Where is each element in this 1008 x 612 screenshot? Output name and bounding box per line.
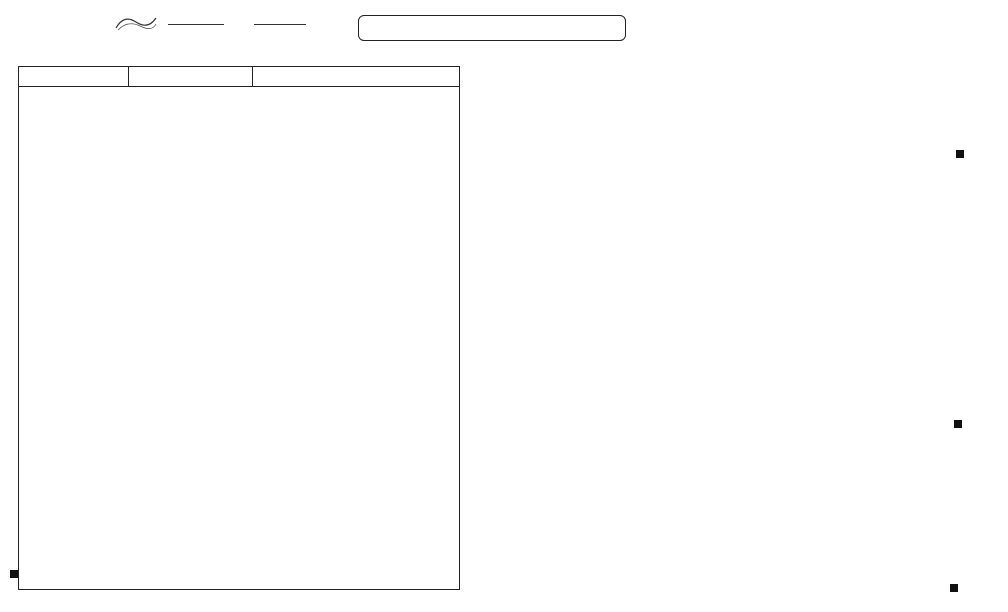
barcode-left	[20, 446, 42, 546]
inicio-value	[168, 24, 224, 25]
col-letras	[253, 67, 459, 87]
document-title	[358, 15, 626, 41]
registration-mark	[954, 420, 962, 428]
seal-icon	[114, 12, 158, 32]
barcode-top	[728, 14, 822, 44]
registration-mark	[956, 150, 964, 158]
votes-table	[18, 66, 460, 590]
col-partido	[19, 67, 129, 87]
final-value	[254, 24, 306, 25]
registration-mark	[10, 570, 18, 578]
registration-mark	[950, 584, 958, 592]
col-numeros	[129, 67, 253, 87]
